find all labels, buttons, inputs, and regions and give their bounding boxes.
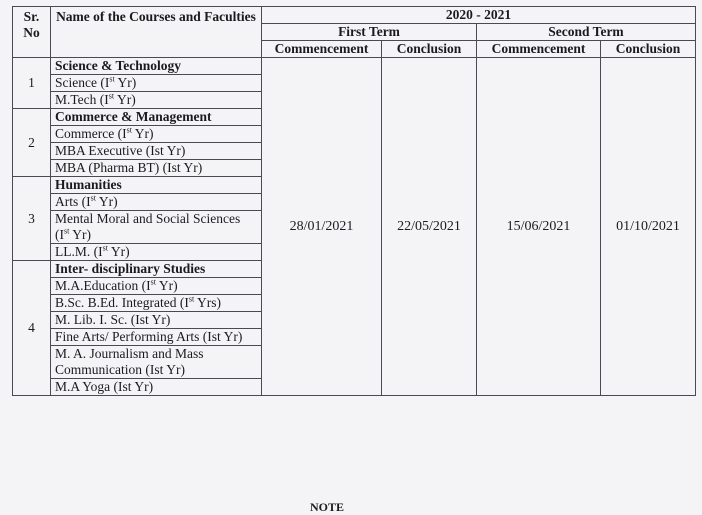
col-second-commencement: Commencement	[477, 41, 601, 58]
course-name	[51, 160, 262, 177]
second-conclusion-date: 01/10/2021	[601, 58, 696, 396]
col-year: 2020 - 2021	[262, 7, 696, 24]
course-name-text: M. A. Journalism and Mass Communication (Ist Yr)	[55, 346, 204, 377]
course-name-text: Commerce (I	[55, 126, 127, 141]
note-heading: NOTE	[310, 500, 345, 514]
ordinal-suffix: st	[64, 226, 70, 236]
course-name	[51, 295, 262, 312]
course-name-text: Mental Moral and Social Sciences (I	[55, 211, 241, 242]
course-name	[51, 126, 262, 143]
course-name	[51, 75, 262, 92]
second-commencement-date: 15/06/2021	[477, 58, 601, 396]
course-name-suffix: Yr)	[131, 126, 154, 141]
ordinal-suffix: st	[188, 294, 195, 304]
course-name-text: Fine Arts/ Performing Arts (Ist Yr)	[55, 329, 243, 344]
course-name-text: MBA Executive (Ist Yr)	[55, 143, 186, 158]
course-name-suffix: Yr)	[114, 75, 137, 90]
schedule-table	[12, 6, 696, 396]
course-name-text: B.Sc. B.Ed. Integrated (I	[55, 295, 189, 310]
course-name	[51, 92, 262, 109]
col-second-term: Second Term	[477, 24, 696, 41]
course-name-text: Arts (I	[55, 194, 91, 209]
ordinal-suffix: st	[102, 243, 108, 253]
course-name	[51, 143, 262, 160]
course-name-text: M.Tech (I	[55, 92, 109, 107]
sr-number: 4	[13, 261, 51, 396]
course-name-suffix: Yr)	[114, 92, 136, 107]
col-first-term: First Term	[262, 24, 477, 41]
course-name-text: M. Lib. I. Sc. (Ist Yr)	[55, 312, 171, 327]
course-name-text: Science (I	[55, 75, 110, 90]
course-name-suffix: Yr)	[107, 244, 130, 259]
faculty-heading: Commerce & Management	[51, 109, 262, 126]
col-first-conclusion: Conclusion	[382, 41, 477, 58]
sr-number: 2	[13, 109, 51, 177]
course-name-text: M.A Yoga (Ist Yr)	[55, 379, 154, 394]
col-second-conclusion: Conclusion	[601, 41, 696, 58]
sr-number: 3	[13, 177, 51, 261]
first-conclusion-date: 22/05/2021	[382, 58, 477, 396]
course-name	[51, 194, 262, 211]
table-row	[13, 58, 696, 75]
faculty-heading: Humanities	[51, 177, 262, 194]
course-name-suffix: Yr)	[155, 278, 178, 293]
sr-number: 1	[13, 58, 51, 109]
course-name-suffix: Yr)	[69, 227, 91, 242]
course-name-suffix: Yrs)	[194, 295, 222, 310]
ordinal-suffix: st	[90, 193, 96, 203]
ordinal-suffix: st	[150, 277, 156, 287]
course-name-text: LL.M. (I	[55, 244, 103, 259]
course-name	[51, 329, 262, 346]
course-name	[51, 278, 262, 295]
col-first-commencement: Commencement	[262, 41, 382, 58]
course-name	[51, 379, 262, 396]
col-courses: Name of the Courses and Faculties	[51, 7, 262, 58]
first-commencement-date: 28/01/2021	[262, 58, 382, 396]
course-name-text: M.A.Education (I	[55, 278, 151, 293]
course-name	[51, 211, 262, 244]
course-name	[51, 346, 262, 379]
course-name	[51, 312, 262, 329]
faculty-heading: Inter- disciplinary Studies	[51, 261, 262, 278]
ordinal-suffix: st	[108, 91, 115, 101]
col-sr-no: Sr. No	[13, 7, 51, 58]
course-name-suffix: Yr)	[95, 194, 118, 209]
ordinal-suffix: st	[109, 74, 115, 84]
faculty-heading: Science & Technology	[51, 58, 262, 75]
course-name	[51, 244, 262, 261]
course-name-text: MBA (Pharma BT) (Ist Yr)	[55, 160, 203, 175]
ordinal-suffix: st	[126, 125, 132, 135]
